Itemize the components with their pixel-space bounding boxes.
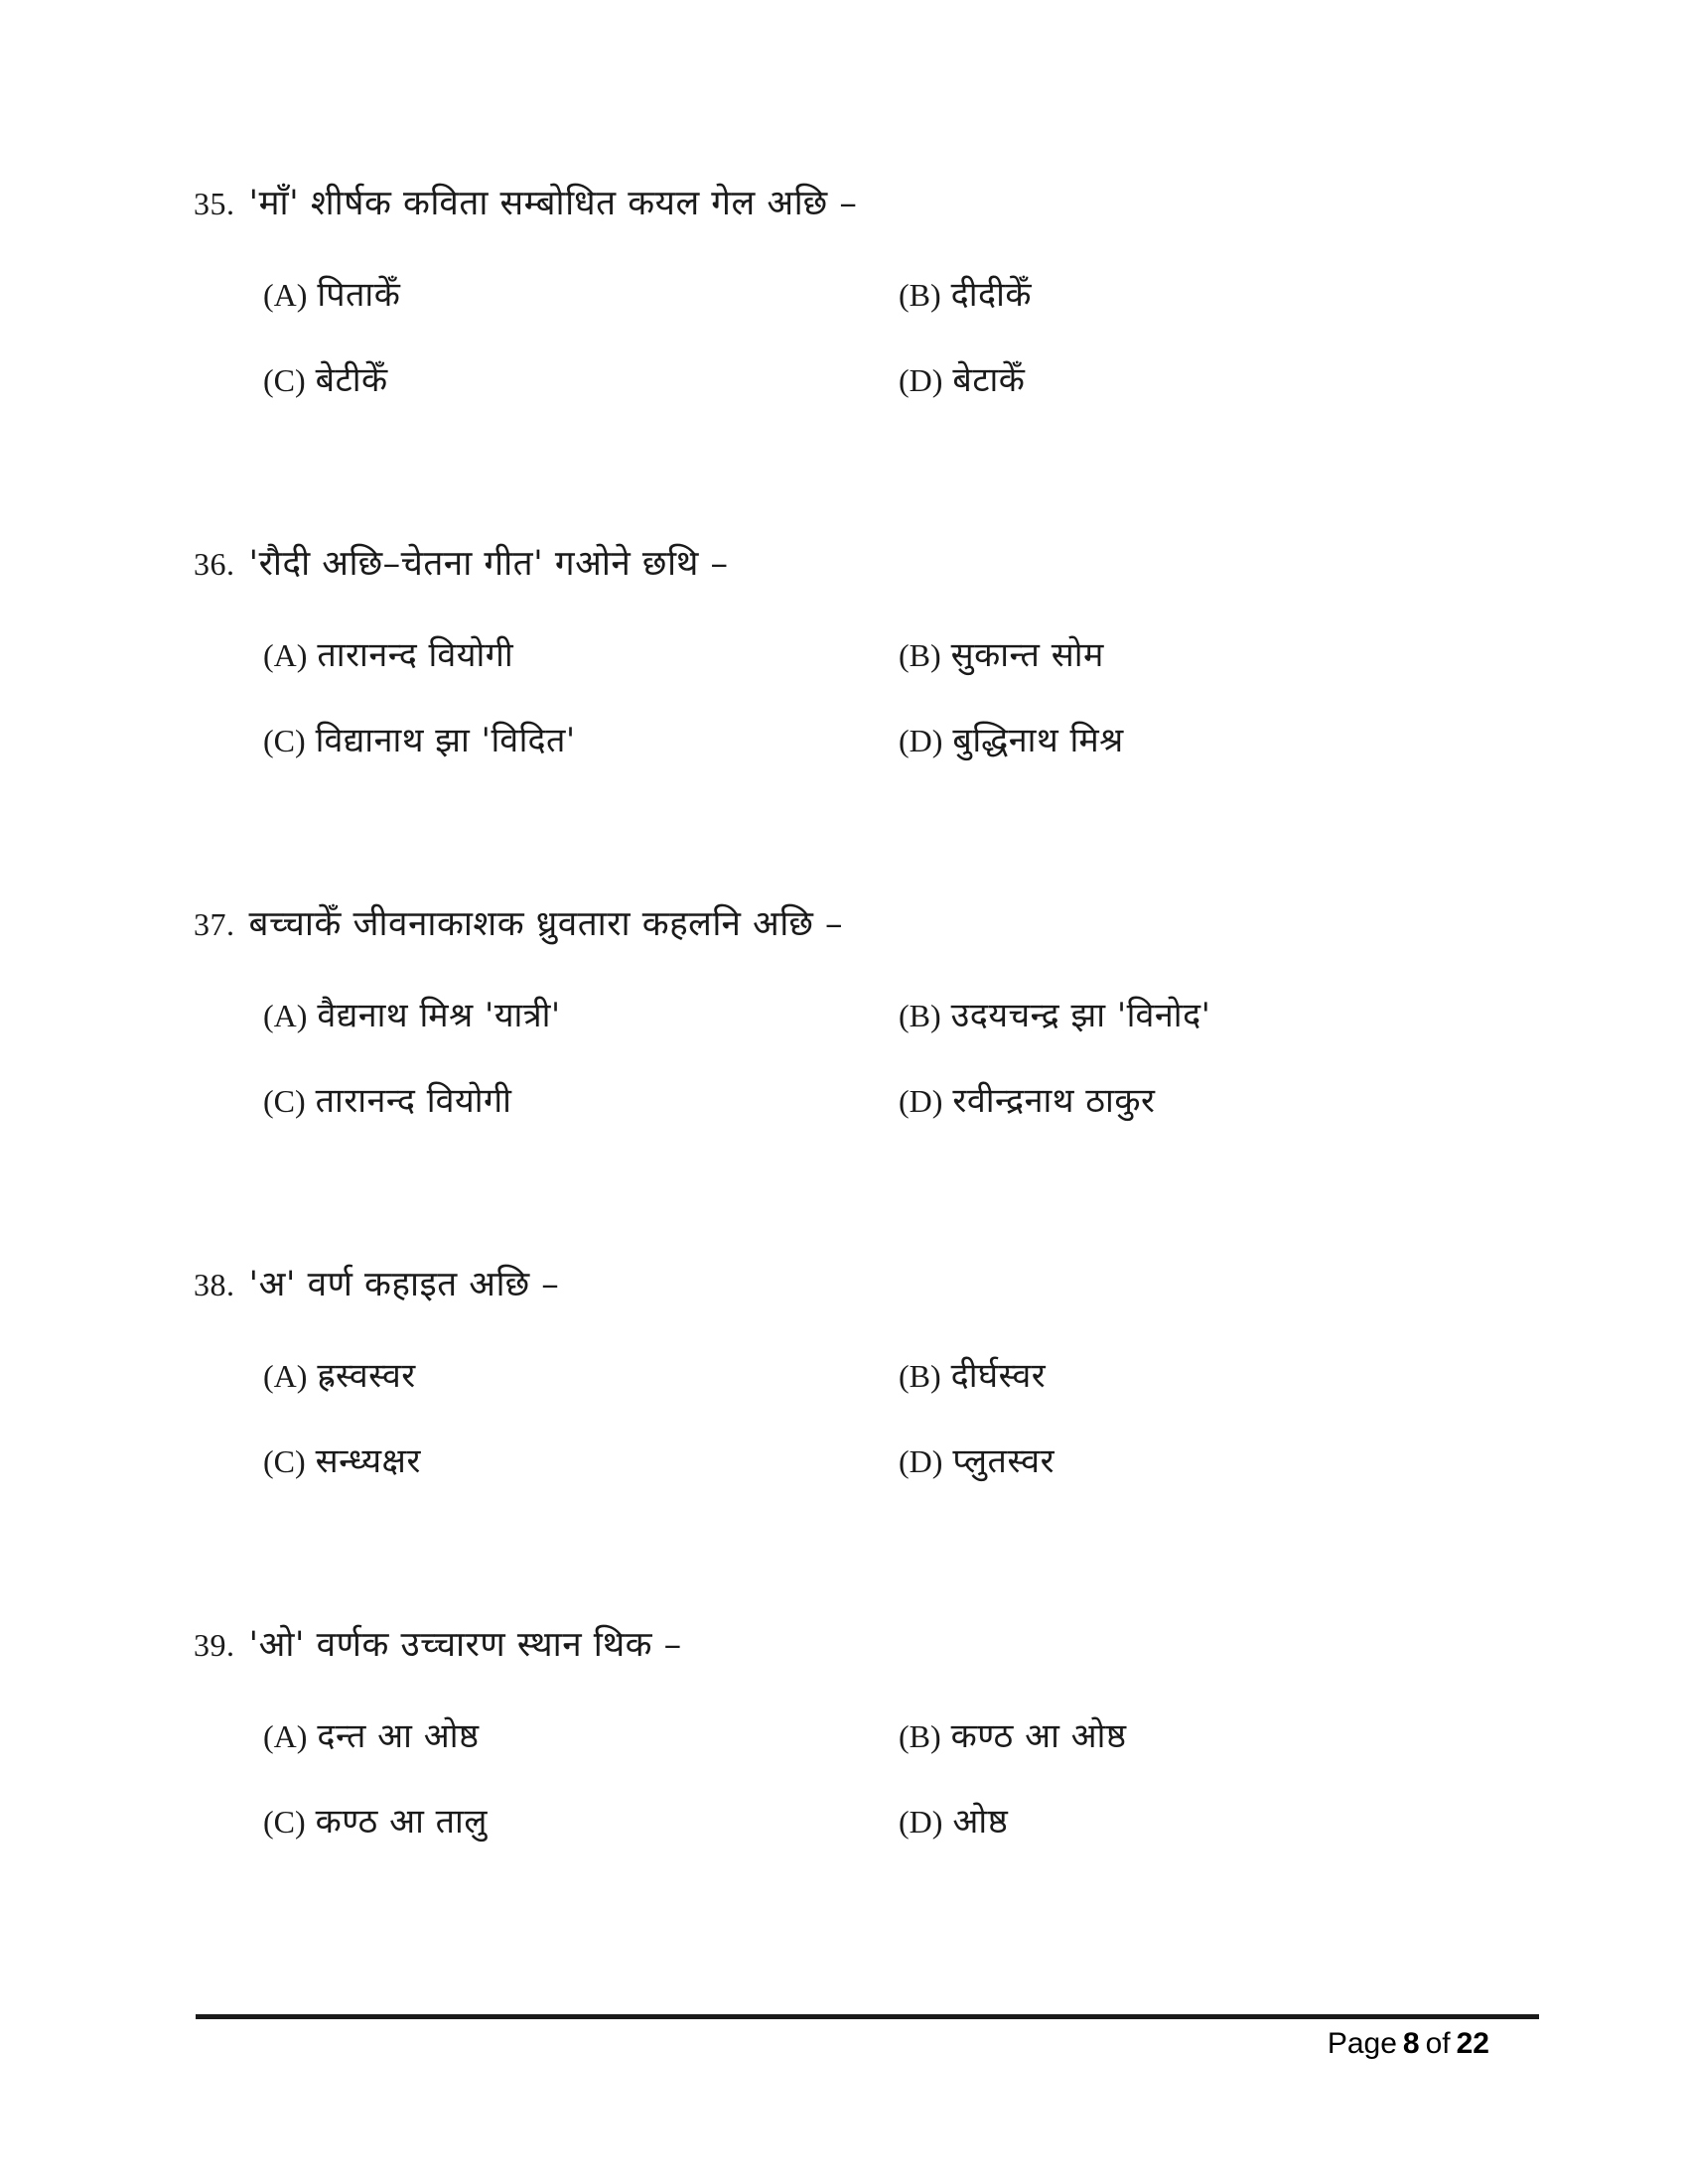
option-c-text: सन्ध्यक्षर [315,1441,421,1481]
question-line [194,541,729,587]
option-c [263,1799,488,1844]
option-d-text: प्लुतस्वर [952,1441,1055,1481]
option-d-text: ओष्ठ [952,1802,1009,1842]
option-b [899,1713,1126,1759]
question-number: 39. [194,1627,235,1663]
question-line [194,1622,682,1668]
option-row-cd [0,1799,1688,1858]
question-number: 38. [194,1267,235,1302]
option-b-text: सुकान्त सोम [950,635,1104,675]
question-number: 37. [194,906,235,942]
option-d [899,1078,1155,1124]
question-line [194,1262,559,1307]
option-b [899,272,1032,318]
option-a-label: (A) [263,637,308,673]
question-number: 35. [194,186,235,221]
option-row-cd [0,1078,1688,1138]
question-line [194,901,843,947]
option-d [899,357,1025,403]
option-d-text: रवीन्द्रनाथ ठाकुर [952,1081,1156,1121]
option-c-label: (C) [263,723,306,758]
option-b-text: दीदीकेँ [950,275,1032,315]
question-block [0,901,1688,1262]
option-b [899,993,1210,1038]
option-c-label: (C) [263,1443,306,1479]
option-row-ab [0,993,1688,1052]
option-c-text: बेटीकेँ [315,360,388,400]
option-c-label: (C) [263,1083,306,1119]
question-block [0,181,1688,541]
question-text: 'माँ' शीर्षक कविता सम्बोधित कयल गेल अछि – [248,184,858,223]
option-row-ab [0,1353,1688,1413]
option-d-label: (D) [899,1804,943,1840]
option-d [899,1438,1055,1484]
question-text: बच्चाकेँ जीवनाकाशक ध्रुवतारा कहलनि अछि – [248,904,843,944]
option-b-label: (B) [899,1358,941,1394]
footer-divider [196,2014,1539,2019]
option-a-label: (A) [263,1718,308,1754]
option-c-text: विद्यानाथ झा 'विदित' [315,721,576,760]
option-row-cd [0,1438,1688,1498]
option-d-label: (D) [899,1443,943,1479]
question-text: 'अ' वर्ण कहाइत अछि – [248,1265,560,1304]
footer-of-label: of [1425,2027,1451,2060]
option-c [263,1078,511,1124]
option-c [263,718,576,763]
option-row-cd [0,718,1688,777]
option-a [263,272,400,318]
footer-current-page: 8 [1402,2027,1420,2060]
option-d [899,1799,1008,1844]
option-row-cd [0,357,1688,417]
option-b-text: कण्ठ आ ओष्ठ [950,1716,1127,1756]
option-c-label: (C) [263,362,306,398]
option-c [263,1438,421,1484]
option-row-ab [0,632,1688,692]
question-block [0,541,1688,901]
option-a-label: (A) [263,1358,308,1394]
option-a [263,1353,416,1399]
footer-total-pages: 22 [1456,2027,1489,2060]
option-a-text: वैद्यनाथ मिश्र 'यात्री' [317,996,561,1035]
question-list [0,181,1688,1982]
option-a-text: दन्त आ ओष्ठ [317,1716,480,1756]
question-block [0,1622,1688,1982]
option-c-text: तारानन्द वियोगी [315,1081,512,1121]
option-a [263,1713,480,1759]
option-a [263,632,513,678]
option-d-label: (D) [899,362,943,398]
option-b-label: (B) [899,1718,941,1754]
option-d-label: (D) [899,723,943,758]
option-d-text: बेटाकेँ [952,360,1026,400]
option-c-text: कण्ठ आ तालु [315,1802,488,1842]
question-text: 'ओ' वर्णक उच्चारण स्थान थिक – [248,1625,682,1665]
option-a [263,993,561,1038]
option-b [899,1353,1046,1399]
question-number: 36. [194,546,235,582]
question-text: 'रौदी अछि–चेतना गीत' गओने छथि – [248,544,729,584]
option-b-label: (B) [899,277,941,313]
question-block [0,1262,1688,1622]
option-b-text: उदयचन्द्र झा 'विनोद' [950,996,1211,1035]
option-row-ab [0,272,1688,332]
option-row-ab [0,1713,1688,1773]
option-a-text: पिताकेँ [317,275,401,315]
option-a-text: ह्रस्वस्वर [317,1356,416,1396]
option-c [263,357,388,403]
option-b-text: दीर्घस्वर [950,1356,1047,1396]
option-b-label: (B) [899,998,941,1033]
page-number-footer [196,2027,1489,2061]
option-d [899,718,1124,763]
question-line [194,181,857,226]
footer-page-prefix: Page [1327,2027,1397,2060]
option-b-label: (B) [899,637,941,673]
option-c-label: (C) [263,1804,306,1840]
option-d-text: बुद्धिनाथ मिश्र [952,721,1124,760]
option-a-label: (A) [263,998,308,1033]
option-a-text: तारानन्द वियोगी [317,635,514,675]
option-d-label: (D) [899,1083,943,1119]
option-a-label: (A) [263,277,308,313]
option-b [899,632,1104,678]
